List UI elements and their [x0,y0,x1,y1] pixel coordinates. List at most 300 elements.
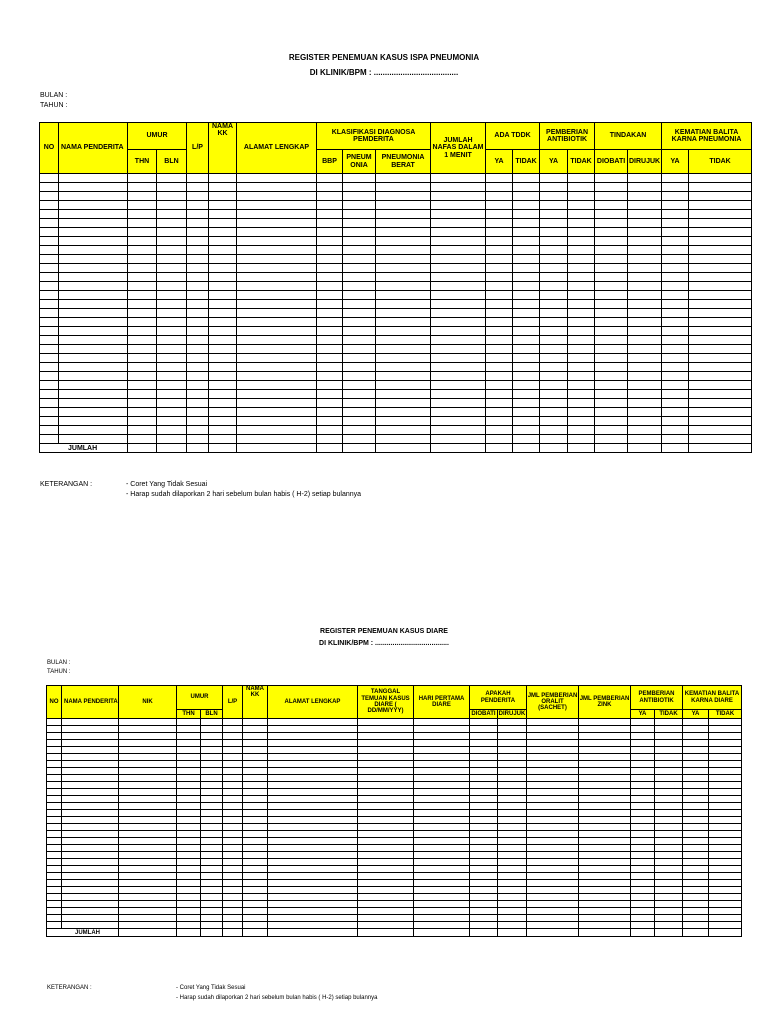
table-cell[interactable] [358,775,414,782]
table-cell[interactable] [317,183,343,192]
table-cell[interactable] [540,426,568,435]
table-cell[interactable] [223,873,243,880]
table-cell[interactable] [568,399,595,408]
table-cell[interactable] [128,174,157,183]
table-cell[interactable] [317,363,343,372]
table-cell[interactable] [40,408,59,417]
table-cell[interactable] [655,852,683,859]
table-cell[interactable] [513,228,540,237]
table-cell[interactable] [317,372,343,381]
table-cell[interactable] [540,255,568,264]
table-cell[interactable] [40,399,59,408]
table-cell[interactable] [343,237,376,246]
table-cell[interactable] [317,390,343,399]
table-cell[interactable] [486,408,513,417]
table-cell[interactable] [128,390,157,399]
table-cell[interactable] [414,719,470,726]
table-cell[interactable] [343,174,376,183]
table-cell[interactable] [358,838,414,845]
table-cell[interactable] [527,782,579,789]
jumlah-cell[interactable] [268,929,358,937]
table-cell[interactable] [568,318,595,327]
table-cell[interactable] [631,761,655,768]
table-cell[interactable] [177,719,201,726]
table-cell[interactable] [223,887,243,894]
table-cell[interactable] [709,915,742,922]
table-cell[interactable] [513,318,540,327]
table-cell[interactable] [223,810,243,817]
table-cell[interactable] [689,291,752,300]
table-cell[interactable] [498,817,527,824]
table-cell[interactable] [628,363,662,372]
table-cell[interactable] [689,237,752,246]
table-cell[interactable] [376,327,431,336]
table-cell[interactable] [527,726,579,733]
table-cell[interactable] [595,282,628,291]
table-cell[interactable] [540,273,568,282]
table-cell[interactable] [709,838,742,845]
table-cell[interactable] [709,747,742,754]
table-cell[interactable] [527,796,579,803]
table-cell[interactable] [40,435,59,444]
table-cell[interactable] [579,761,631,768]
table-cell[interactable] [631,922,655,929]
table-cell[interactable] [568,417,595,426]
table-cell[interactable] [243,894,268,901]
jumlah-cell[interactable] [317,444,343,453]
table-cell[interactable] [47,719,62,726]
table-cell[interactable] [431,336,486,345]
table-cell[interactable] [317,246,343,255]
table-cell[interactable] [62,761,119,768]
table-cell[interactable] [343,264,376,273]
table-cell[interactable] [119,873,177,880]
table-cell[interactable] [655,761,683,768]
table-cell[interactable] [595,345,628,354]
table-cell[interactable] [317,435,343,444]
table-cell[interactable] [595,192,628,201]
table-cell[interactable] [157,399,187,408]
table-cell[interactable] [498,880,527,887]
table-cell[interactable] [59,273,128,282]
table-cell[interactable] [498,789,527,796]
table-cell[interactable] [431,282,486,291]
table-cell[interactable] [628,273,662,282]
table-cell[interactable] [317,291,343,300]
table-cell[interactable] [209,309,237,318]
table-cell[interactable] [662,174,689,183]
table-cell[interactable] [527,719,579,726]
table-cell[interactable] [343,435,376,444]
table-cell[interactable] [223,901,243,908]
table-cell[interactable] [628,282,662,291]
table-cell[interactable] [689,282,752,291]
table-cell[interactable] [689,354,752,363]
table-cell[interactable] [40,345,59,354]
table-cell[interactable] [431,291,486,300]
table-cell[interactable] [268,775,358,782]
table-cell[interactable] [498,873,527,880]
table-cell[interactable] [655,894,683,901]
table-cell[interactable] [209,237,237,246]
table-cell[interactable] [119,803,177,810]
table-cell[interactable] [527,873,579,880]
table-cell[interactable] [237,264,317,273]
table-cell[interactable] [414,873,470,880]
table-cell[interactable] [631,726,655,733]
table-cell[interactable] [376,417,431,426]
table-cell[interactable] [237,201,317,210]
table-cell[interactable] [540,201,568,210]
table-cell[interactable] [128,417,157,426]
table-cell[interactable] [498,845,527,852]
table-cell[interactable] [709,901,742,908]
table-cell[interactable] [540,192,568,201]
table-cell[interactable] [40,282,59,291]
table-cell[interactable] [414,831,470,838]
table-cell[interactable] [40,318,59,327]
table-cell[interactable] [540,210,568,219]
table-cell[interactable] [223,915,243,922]
table-cell[interactable] [237,183,317,192]
table-cell[interactable] [119,880,177,887]
table-cell[interactable] [317,345,343,354]
table-cell[interactable] [317,255,343,264]
table-cell[interactable] [568,300,595,309]
table-cell[interactable] [513,219,540,228]
table-cell[interactable] [683,866,709,873]
table-cell[interactable] [209,372,237,381]
table-cell[interactable] [486,390,513,399]
table-cell[interactable] [527,845,579,852]
table-cell[interactable] [655,733,683,740]
table-cell[interactable] [243,922,268,929]
table-cell[interactable] [59,318,128,327]
table-cell[interactable] [579,775,631,782]
table-cell[interactable] [187,300,209,309]
jumlah-cell[interactable] [486,444,513,453]
table-cell[interactable] [177,754,201,761]
table-cell[interactable] [683,761,709,768]
table-cell[interactable] [414,915,470,922]
table-cell[interactable] [128,273,157,282]
table-cell[interactable] [243,901,268,908]
table-cell[interactable] [376,372,431,381]
table-cell[interactable] [317,300,343,309]
table-cell[interactable] [568,336,595,345]
table-cell[interactable] [579,817,631,824]
table-cell[interactable] [209,336,237,345]
table-cell[interactable] [486,336,513,345]
table-cell[interactable] [177,824,201,831]
table-cell[interactable] [317,174,343,183]
table-cell[interactable] [579,852,631,859]
table-cell[interactable] [47,824,62,831]
table-cell[interactable] [187,381,209,390]
table-cell[interactable] [177,887,201,894]
table-cell[interactable] [709,810,742,817]
table-cell[interactable] [628,345,662,354]
table-cell[interactable] [579,922,631,929]
table-cell[interactable] [177,852,201,859]
table-cell[interactable] [157,291,187,300]
table-cell[interactable] [343,192,376,201]
table-cell[interactable] [628,228,662,237]
table-cell[interactable] [243,845,268,852]
table-cell[interactable] [317,228,343,237]
table-cell[interactable] [662,336,689,345]
table-cell[interactable] [243,789,268,796]
table-cell[interactable] [513,372,540,381]
table-cell[interactable] [62,866,119,873]
table-cell[interactable] [513,210,540,219]
table-cell[interactable] [470,915,498,922]
table-cell[interactable] [209,345,237,354]
table-cell[interactable] [128,318,157,327]
table-cell[interactable] [631,894,655,901]
table-cell[interactable] [243,852,268,859]
table-cell[interactable] [268,908,358,915]
table-cell[interactable] [128,291,157,300]
table-cell[interactable] [662,372,689,381]
table-cell[interactable] [662,264,689,273]
table-cell[interactable] [201,775,223,782]
table-cell[interactable] [201,901,223,908]
table-cell[interactable] [470,866,498,873]
table-cell[interactable] [431,246,486,255]
table-cell[interactable] [376,318,431,327]
table-cell[interactable] [187,228,209,237]
table-cell[interactable] [683,838,709,845]
table-cell[interactable] [237,273,317,282]
table-cell[interactable] [223,852,243,859]
table-cell[interactable] [689,201,752,210]
table-cell[interactable] [358,852,414,859]
table-cell[interactable] [628,435,662,444]
table-cell[interactable] [662,273,689,282]
table-cell[interactable] [209,363,237,372]
table-cell[interactable] [343,201,376,210]
table-cell[interactable] [414,789,470,796]
table-cell[interactable] [358,922,414,929]
table-cell[interactable] [655,887,683,894]
table-cell[interactable] [709,789,742,796]
table-cell[interactable] [119,733,177,740]
table-cell[interactable] [628,417,662,426]
table-cell[interactable] [62,873,119,880]
table-cell[interactable] [59,192,128,201]
table-cell[interactable] [243,817,268,824]
jumlah-cell[interactable] [689,444,752,453]
table-cell[interactable] [595,309,628,318]
table-cell[interactable] [540,318,568,327]
table-cell[interactable] [376,228,431,237]
jumlah-cell[interactable] [498,929,527,937]
table-cell[interactable] [128,435,157,444]
table-cell[interactable] [709,824,742,831]
table-cell[interactable] [119,761,177,768]
table-cell[interactable] [709,852,742,859]
table-cell[interactable] [662,228,689,237]
table-cell[interactable] [689,426,752,435]
table-cell[interactable] [486,219,513,228]
jumlah-cell[interactable] [628,444,662,453]
table-cell[interactable] [513,399,540,408]
table-cell[interactable] [431,381,486,390]
table-cell[interactable] [157,390,187,399]
table-cell[interactable] [470,845,498,852]
table-cell[interactable] [47,796,62,803]
table-cell[interactable] [414,754,470,761]
table-cell[interactable] [568,327,595,336]
table-cell[interactable] [709,775,742,782]
table-cell[interactable] [268,761,358,768]
table-cell[interactable] [201,810,223,817]
table-cell[interactable] [358,859,414,866]
table-cell[interactable] [177,922,201,929]
jumlah-cell[interactable] [343,444,376,453]
table-cell[interactable] [595,174,628,183]
table-cell[interactable] [470,824,498,831]
table-cell[interactable] [431,201,486,210]
jumlah-cell[interactable] [540,444,568,453]
table-cell[interactable] [47,775,62,782]
table-cell[interactable] [527,831,579,838]
table-cell[interactable] [431,354,486,363]
table-cell[interactable] [709,740,742,747]
table-cell[interactable] [414,880,470,887]
table-cell[interactable] [414,838,470,845]
table-cell[interactable] [223,859,243,866]
table-cell[interactable] [595,426,628,435]
table-cell[interactable] [201,719,223,726]
table-cell[interactable] [237,237,317,246]
table-cell[interactable] [527,740,579,747]
table-cell[interactable] [47,754,62,761]
table-cell[interactable] [527,775,579,782]
table-cell[interactable] [62,824,119,831]
table-cell[interactable] [431,318,486,327]
table-cell[interactable] [187,345,209,354]
table-cell[interactable] [470,719,498,726]
table-cell[interactable] [243,754,268,761]
table-cell[interactable] [243,747,268,754]
table-cell[interactable] [498,887,527,894]
table-cell[interactable] [513,354,540,363]
table-cell[interactable] [157,237,187,246]
table-cell[interactable] [237,174,317,183]
table-cell[interactable] [595,408,628,417]
table-cell[interactable] [470,831,498,838]
table-cell[interactable] [223,719,243,726]
table-cell[interactable] [431,309,486,318]
table-cell[interactable] [486,300,513,309]
table-cell[interactable] [683,852,709,859]
table-cell[interactable] [119,754,177,761]
table-cell[interactable] [223,866,243,873]
table-cell[interactable] [513,327,540,336]
table-cell[interactable] [631,782,655,789]
table-cell[interactable] [47,894,62,901]
table-cell[interactable] [177,782,201,789]
table-cell[interactable] [662,399,689,408]
table-cell[interactable] [243,740,268,747]
table-cell[interactable] [662,309,689,318]
jumlah-cell[interactable] [527,929,579,937]
table-cell[interactable] [343,210,376,219]
table-cell[interactable] [709,908,742,915]
table-cell[interactable] [498,775,527,782]
table-cell[interactable] [119,831,177,838]
table-cell[interactable] [358,880,414,887]
table-cell[interactable] [47,747,62,754]
table-cell[interactable] [223,775,243,782]
table-cell[interactable] [414,747,470,754]
table-cell[interactable] [268,922,358,929]
table-cell[interactable] [59,408,128,417]
table-cell[interactable] [157,426,187,435]
table-cell[interactable] [470,922,498,929]
table-cell[interactable] [237,309,317,318]
table-cell[interactable] [343,291,376,300]
table-cell[interactable] [595,291,628,300]
table-cell[interactable] [187,255,209,264]
table-cell[interactable] [376,390,431,399]
table-cell[interactable] [655,810,683,817]
table-cell[interactable] [128,300,157,309]
table-cell[interactable] [358,831,414,838]
table-cell[interactable] [128,201,157,210]
jumlah-cell[interactable] [709,929,742,937]
table-cell[interactable] [414,922,470,929]
table-cell[interactable] [631,747,655,754]
table-cell[interactable] [709,796,742,803]
table-cell[interactable] [358,887,414,894]
table-cell[interactable] [628,210,662,219]
table-cell[interactable] [683,782,709,789]
table-cell[interactable] [683,733,709,740]
table-cell[interactable] [709,859,742,866]
table-cell[interactable] [527,761,579,768]
table-cell[interactable] [540,354,568,363]
table-cell[interactable] [343,309,376,318]
table-cell[interactable] [470,859,498,866]
table-cell[interactable] [358,740,414,747]
table-cell[interactable] [40,192,59,201]
table-cell[interactable] [317,381,343,390]
table-cell[interactable] [470,747,498,754]
table-cell[interactable] [119,915,177,922]
table-cell[interactable] [157,246,187,255]
table-cell[interactable] [209,417,237,426]
table-cell[interactable] [237,282,317,291]
table-cell[interactable] [662,354,689,363]
table-cell[interactable] [414,817,470,824]
table-cell[interactable] [527,880,579,887]
table-cell[interactable] [486,210,513,219]
table-cell[interactable] [689,174,752,183]
table-cell[interactable] [689,183,752,192]
table-cell[interactable] [187,318,209,327]
table-cell[interactable] [317,399,343,408]
table-cell[interactable] [513,408,540,417]
table-cell[interactable] [513,390,540,399]
table-cell[interactable] [470,761,498,768]
table-cell[interactable] [689,327,752,336]
table-cell[interactable] [527,894,579,901]
table-cell[interactable] [486,183,513,192]
table-cell[interactable] [513,309,540,318]
